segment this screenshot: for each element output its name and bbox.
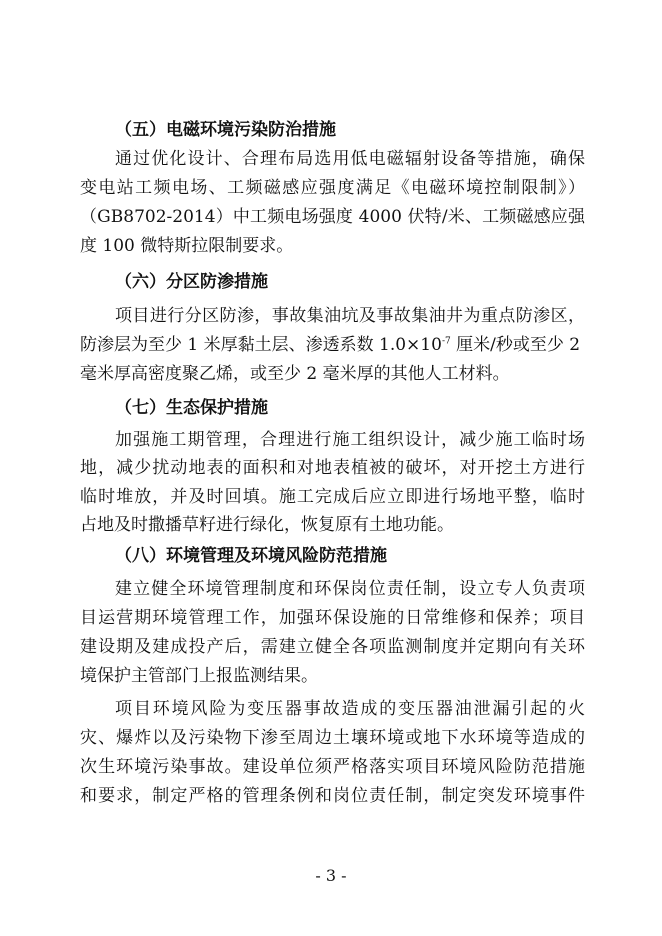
paragraph-line: 加强施工期管理，合理进行施工组织设计，减少施工临时场	[115, 430, 585, 450]
paragraph-line: 次生环境污染事故。建设单位须严格落实项目环境风险防范措施	[80, 757, 585, 777]
paragraph-line: 通过优化设计、合理布局选用低电磁辐射设备等措施，确保	[115, 149, 585, 169]
paragraph-line: 临时堆放，并及时回填。施工完成后应立即进行场地平整，临时	[80, 487, 585, 507]
paragraph-line: 项目环境风险为变压器事故造成的变压器油泄漏引起的火	[115, 699, 585, 719]
paragraph-line: 和要求，制定严格的管理条例和岗位责任制，制定突发环境事件	[80, 786, 585, 806]
paragraph-line: 建立健全环境管理制度和环保岗位责任制，设立专人负责项	[115, 579, 585, 599]
paragraph-line: 境保护主管部门上报监测结果。	[80, 666, 318, 686]
section-heading: （七）生态保护措施	[115, 398, 268, 418]
paragraph-line: 变电站工频电场、工频磁感应强度满足《电磁环境控制限制》）	[80, 178, 585, 198]
paragraph-line: 目运营期环境管理工作，加强环保设施的日常维修和保养；项目	[80, 608, 585, 628]
paragraph-line: （GB8702-2014）中工频电场强度 4000 伏特/米、工频磁感应强	[80, 207, 585, 227]
paragraph-line: 防渗层为至少 1 米厚黏土层、渗透系数 $1.0\times 10^{-7}$ 厘米/秒或至少 2	[80, 335, 581, 355]
paragraph-line: 占地及时撒播草籽进行绿化，恢复原有土地功能。	[80, 515, 454, 535]
paragraph-line: 灾、爆炸以及污染物下渗至周边土壤环境或地下水环境等造成的	[80, 728, 585, 748]
paragraph-line: 地，减少扰动地表的面积和对地表植被的破坏，对开挖土方进行	[80, 458, 585, 478]
paragraph-line: 建设期及建成投产后，需建立健全各项监测制度并定期向有关环	[80, 637, 585, 657]
section-heading: （六）分区防渗措施	[115, 272, 268, 292]
paragraph-line: 项目进行分区防渗，事故集油坑及事故集油井为重点防渗区，	[115, 306, 585, 326]
section-heading: （八）环境管理及环境风险防范措施	[115, 546, 387, 566]
section-heading: （五）电磁环境污染防治措施	[115, 120, 336, 140]
paragraph-line: 毫米厚高密度聚乙烯，或至少 2 毫米厚的其他人工材料。	[80, 364, 510, 384]
paragraph-line: 度 100 微特斯拉限制要求。	[80, 236, 294, 256]
page-number: - 3 -	[315, 866, 347, 885]
